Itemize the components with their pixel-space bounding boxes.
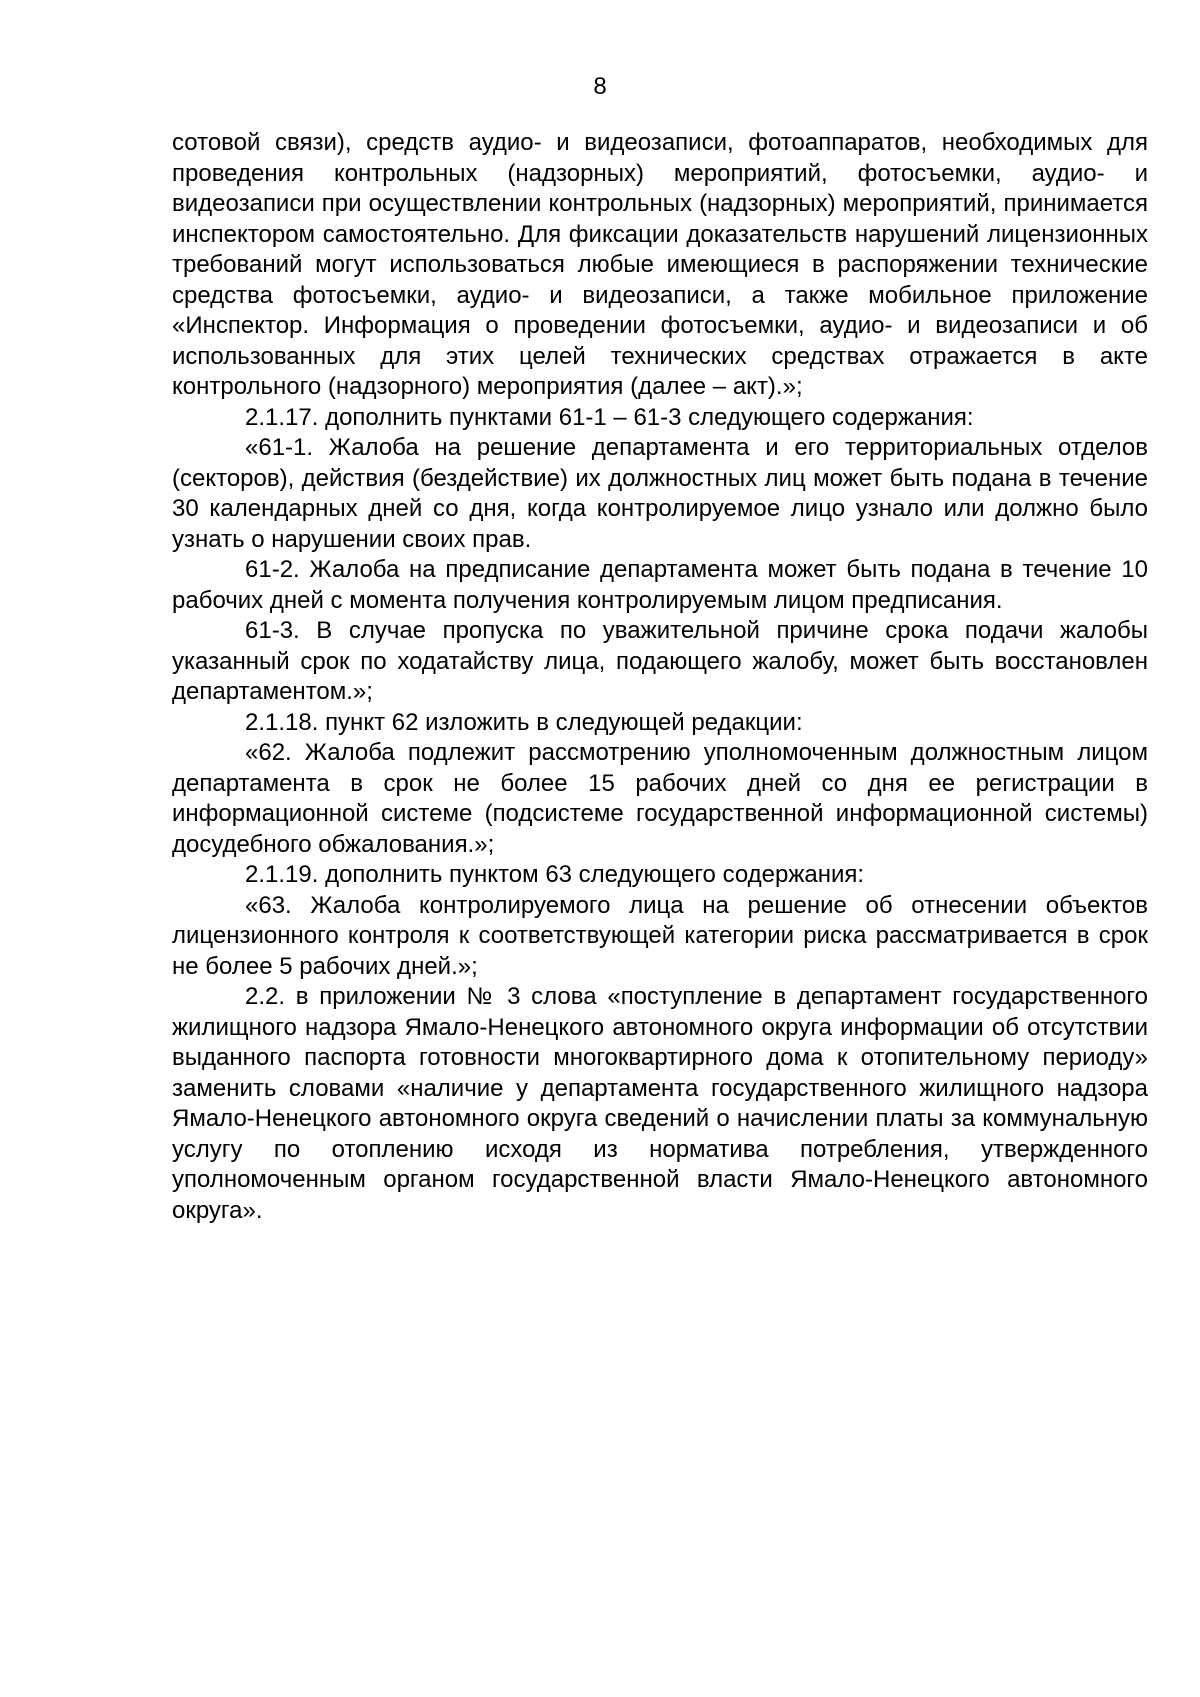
paragraph: сотовой связи), средств аудио- и видеозаписи, фотоаппаратов, необходимых для проведения контрольных (надзорных) мероприятий, фотосъемки, аудио- и видеозаписи при осуществлении контрольных (надзорных) мероприятий, принимается инспектором самостоятельно. Для фиксации доказательств нарушений лицензионных требований могут использоваться любые имеющиеся в распоряжении технические средства фотосъемки, аудио- и видеозаписи, а также мобильное приложение «Инспектор. Информация о проведении фотосъемки, аудио- и видеозаписи и об использованных для этих целей технических средствах отражается в акте контрольного (надзорного) мероприятия (далее – акт).»; [172, 129, 1148, 400]
paragraph-item-63: «63. Жалоба контролируемого лица на решение об отнесении объектов лицензионного контроля к соответствующей категории риска рассматривается в срок не более 5 рабочих дней.»; [172, 891, 1148, 980]
paragraph-item-61-3: 61-3. В случае пропуска по уважительной причине срока подачи жалобы указанный срок по ходатайству лица, подающего жалобу, может быть восстановлен департаментом.»; [172, 617, 1148, 705]
paragraph-clause-2-1-17: 2.1.17. дополнить пунктами 61-1 – 61-3 следующего содержания: [245, 403, 974, 431]
paragraph-clause-2-1-19: 2.1.19. дополнить пунктом 63 следующего содержания: [245, 861, 865, 888]
page-number: 8 [593, 73, 607, 100]
paragraph-item-61-2: 61-2. Жалоба на предписание департамента может быть подана в течение 10 рабочих дней с момента получения контролируемым лицом предписания. [172, 556, 1148, 614]
paragraph-item-61-1: «61-1. Жалоба на решение департамента и его территориальных отделов (секторов), действия (бездействие) их должностных лиц может быть подана в течение 30 календарных дней со дня, когда контролируемое лицо узнало или должно было узнать о нарушении своих прав. [172, 434, 1148, 553]
paragraph-item-62: «62. Жалоба подлежит рассмотрению уполномоченным должностным лицом департамента в срок не более 15 рабочих дней со дня ее регистрации в информационной системе (подсистеме государственной информационной системы) досудебного обжалования.»; [172, 739, 1148, 858]
paragraph-clause-2-1-18: 2.1.18. пункт 62 изложить в следующей редакции: [245, 708, 803, 736]
paragraph-clause-2-2: 2.2. в приложении № 3 слова «поступление в департамент государственного жилищного надзора Ямало-Ненецкого автономного округа информации об отсутствии выданного паспорта готовности многоквартирного дома к отопительному периоду» заменить словами «наличие у департамента государственного жилищного надзора Ямало-Ненецкого автономного округа сведений о начислении платы за коммунальную услугу по отоплению исходя из норматива потребления, утвержденного уполномоченным органом государственной власти Ямало-Ненецкого автономного округа». [172, 983, 1148, 1224]
document-body [172, 128, 1148, 1226]
